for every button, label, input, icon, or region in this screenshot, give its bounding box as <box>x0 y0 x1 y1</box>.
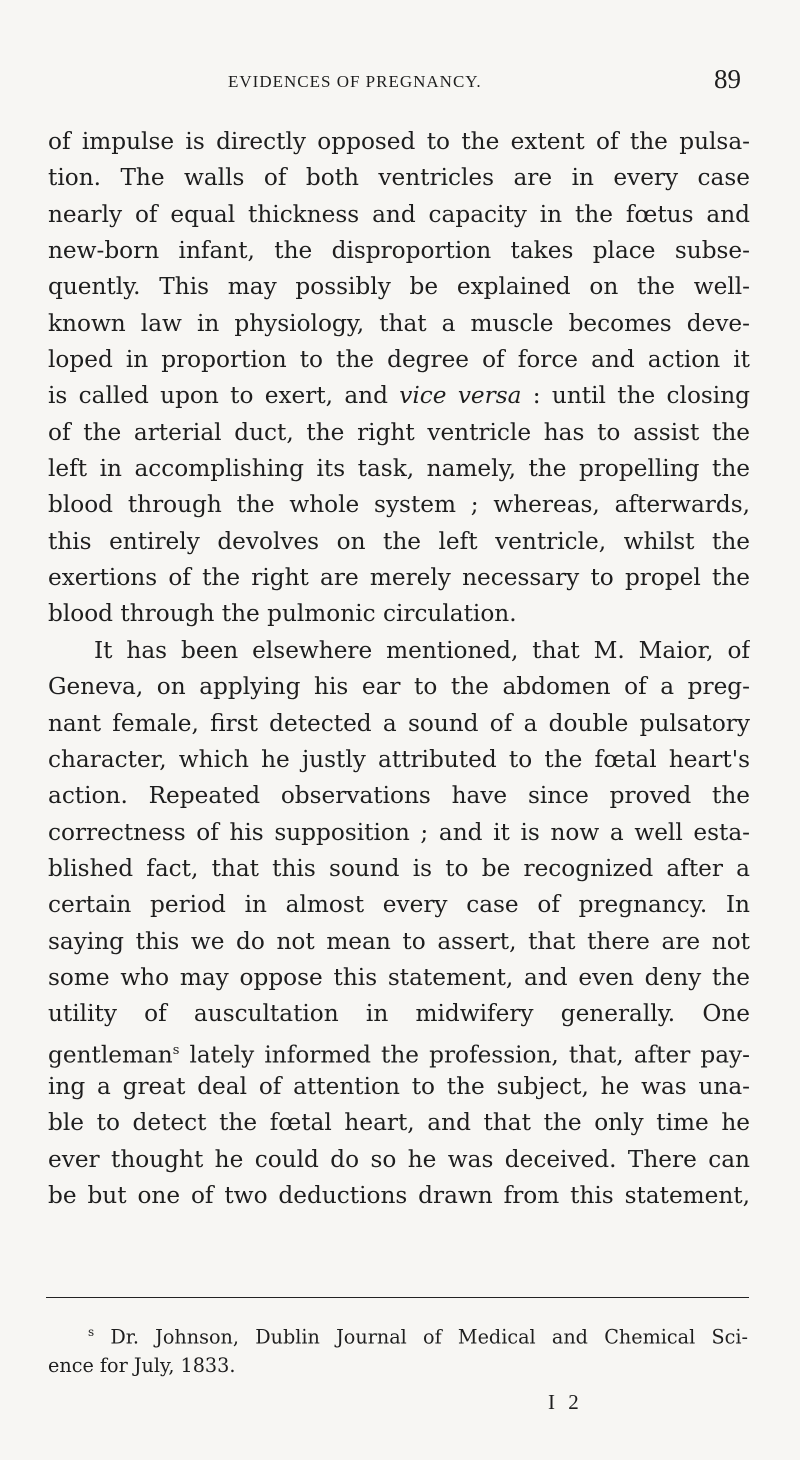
text-line: ble to detect the fœtal heart, and that the only time he <box>48 1109 750 1137</box>
paragraph-end-line: blood through the pulmonic circulation. <box>48 600 517 628</box>
text-line: utility of auscultation in midwifery generally. One <box>48 1000 750 1028</box>
text-line: quently. This may possibly be explained on the well- <box>48 273 750 301</box>
text-line: certain period in almost every case of pregnancy. In <box>48 891 750 919</box>
footnote <box>48 1316 748 1382</box>
footnote-divider <box>46 1297 749 1298</box>
text-line: left in accomplishing its task, namely, the propelling the <box>48 455 750 483</box>
text-line: ever thought he could do so he was deceived. There can <box>48 1145 750 1173</box>
text-line: Geneva, on applying his ear to the abdomen of a preg- <box>48 673 750 701</box>
text-line: ing a great deal of attention to the subject, he was una- <box>48 1072 750 1100</box>
signature-mark: I 2 <box>548 1390 583 1414</box>
text-line: nant female, first detected a sound of a double pulsatory <box>48 709 750 737</box>
text-segment: is called upon to exert, and <box>48 382 400 410</box>
text-line: tion. The walls of both ventricles are in every case <box>48 164 750 192</box>
text-line: known law in physiology, that a muscle becomes deve- <box>48 309 750 337</box>
text-line-with-footnote-ref <box>48 1033 750 1069</box>
text-segment: : until the closing <box>521 382 750 410</box>
text-line: this entirely devolves on the left ventricle, whilst the <box>48 527 750 555</box>
text-line: character, which he justly attributed to the fœtal heart's <box>48 745 750 773</box>
italic-phrase: vice versa <box>399 382 522 410</box>
text-line: blished fact, that this sound is to be recognized after a <box>48 854 750 882</box>
text-line: new-born infant, the disproportion takes place subse- <box>48 237 750 265</box>
text-line: correctness of his supposition ; and it is now a well esta- <box>48 818 750 846</box>
text-line-with-italic <box>48 378 750 414</box>
text-line: some who may oppose this statement, and even deny the <box>48 963 750 991</box>
footnote-line <box>48 1316 748 1349</box>
text-line: be but one of two deductions drawn from this statement, <box>48 1181 750 1209</box>
footnote-marker: s <box>88 1325 95 1339</box>
running-title: EVIDENCES OF PREGNANCY. <box>228 72 482 91</box>
paragraph-start-line: It has been elsewhere mentioned, that M. Maior, of <box>94 636 750 664</box>
footnote-line: ence for July, 1833. <box>48 1354 236 1377</box>
body-text <box>48 124 750 1214</box>
text-segment: lately informed the profession, that, after pay- <box>179 1041 750 1069</box>
text-line: exertions of the right are merely necessary to propel the <box>48 564 750 592</box>
text-line: nearly of equal thickness and capacity in the fœtus and <box>48 200 750 228</box>
text-line: blood through the whole system ; whereas, afterwards, <box>48 491 750 519</box>
footnote-text: Dr. Johnson, Dublin Journal of Medical and Chemical Sci- <box>110 1325 748 1349</box>
text-line: of the arterial duct, the right ventricle has to assist the <box>48 418 750 446</box>
text-line: of impulse is directly opposed to the extent of the pulsa- <box>48 128 750 155</box>
text-line: saying this we do not mean to assert, that there are not <box>48 927 750 955</box>
page-number: 89 <box>714 64 741 94</box>
text-line: loped in proportion to the degree of force and action it <box>48 346 750 374</box>
text-segment: gentleman <box>48 1041 173 1069</box>
text-line: action. Repeated observations have since proved the <box>48 782 750 810</box>
footnote-reference: s <box>172 1042 180 1058</box>
